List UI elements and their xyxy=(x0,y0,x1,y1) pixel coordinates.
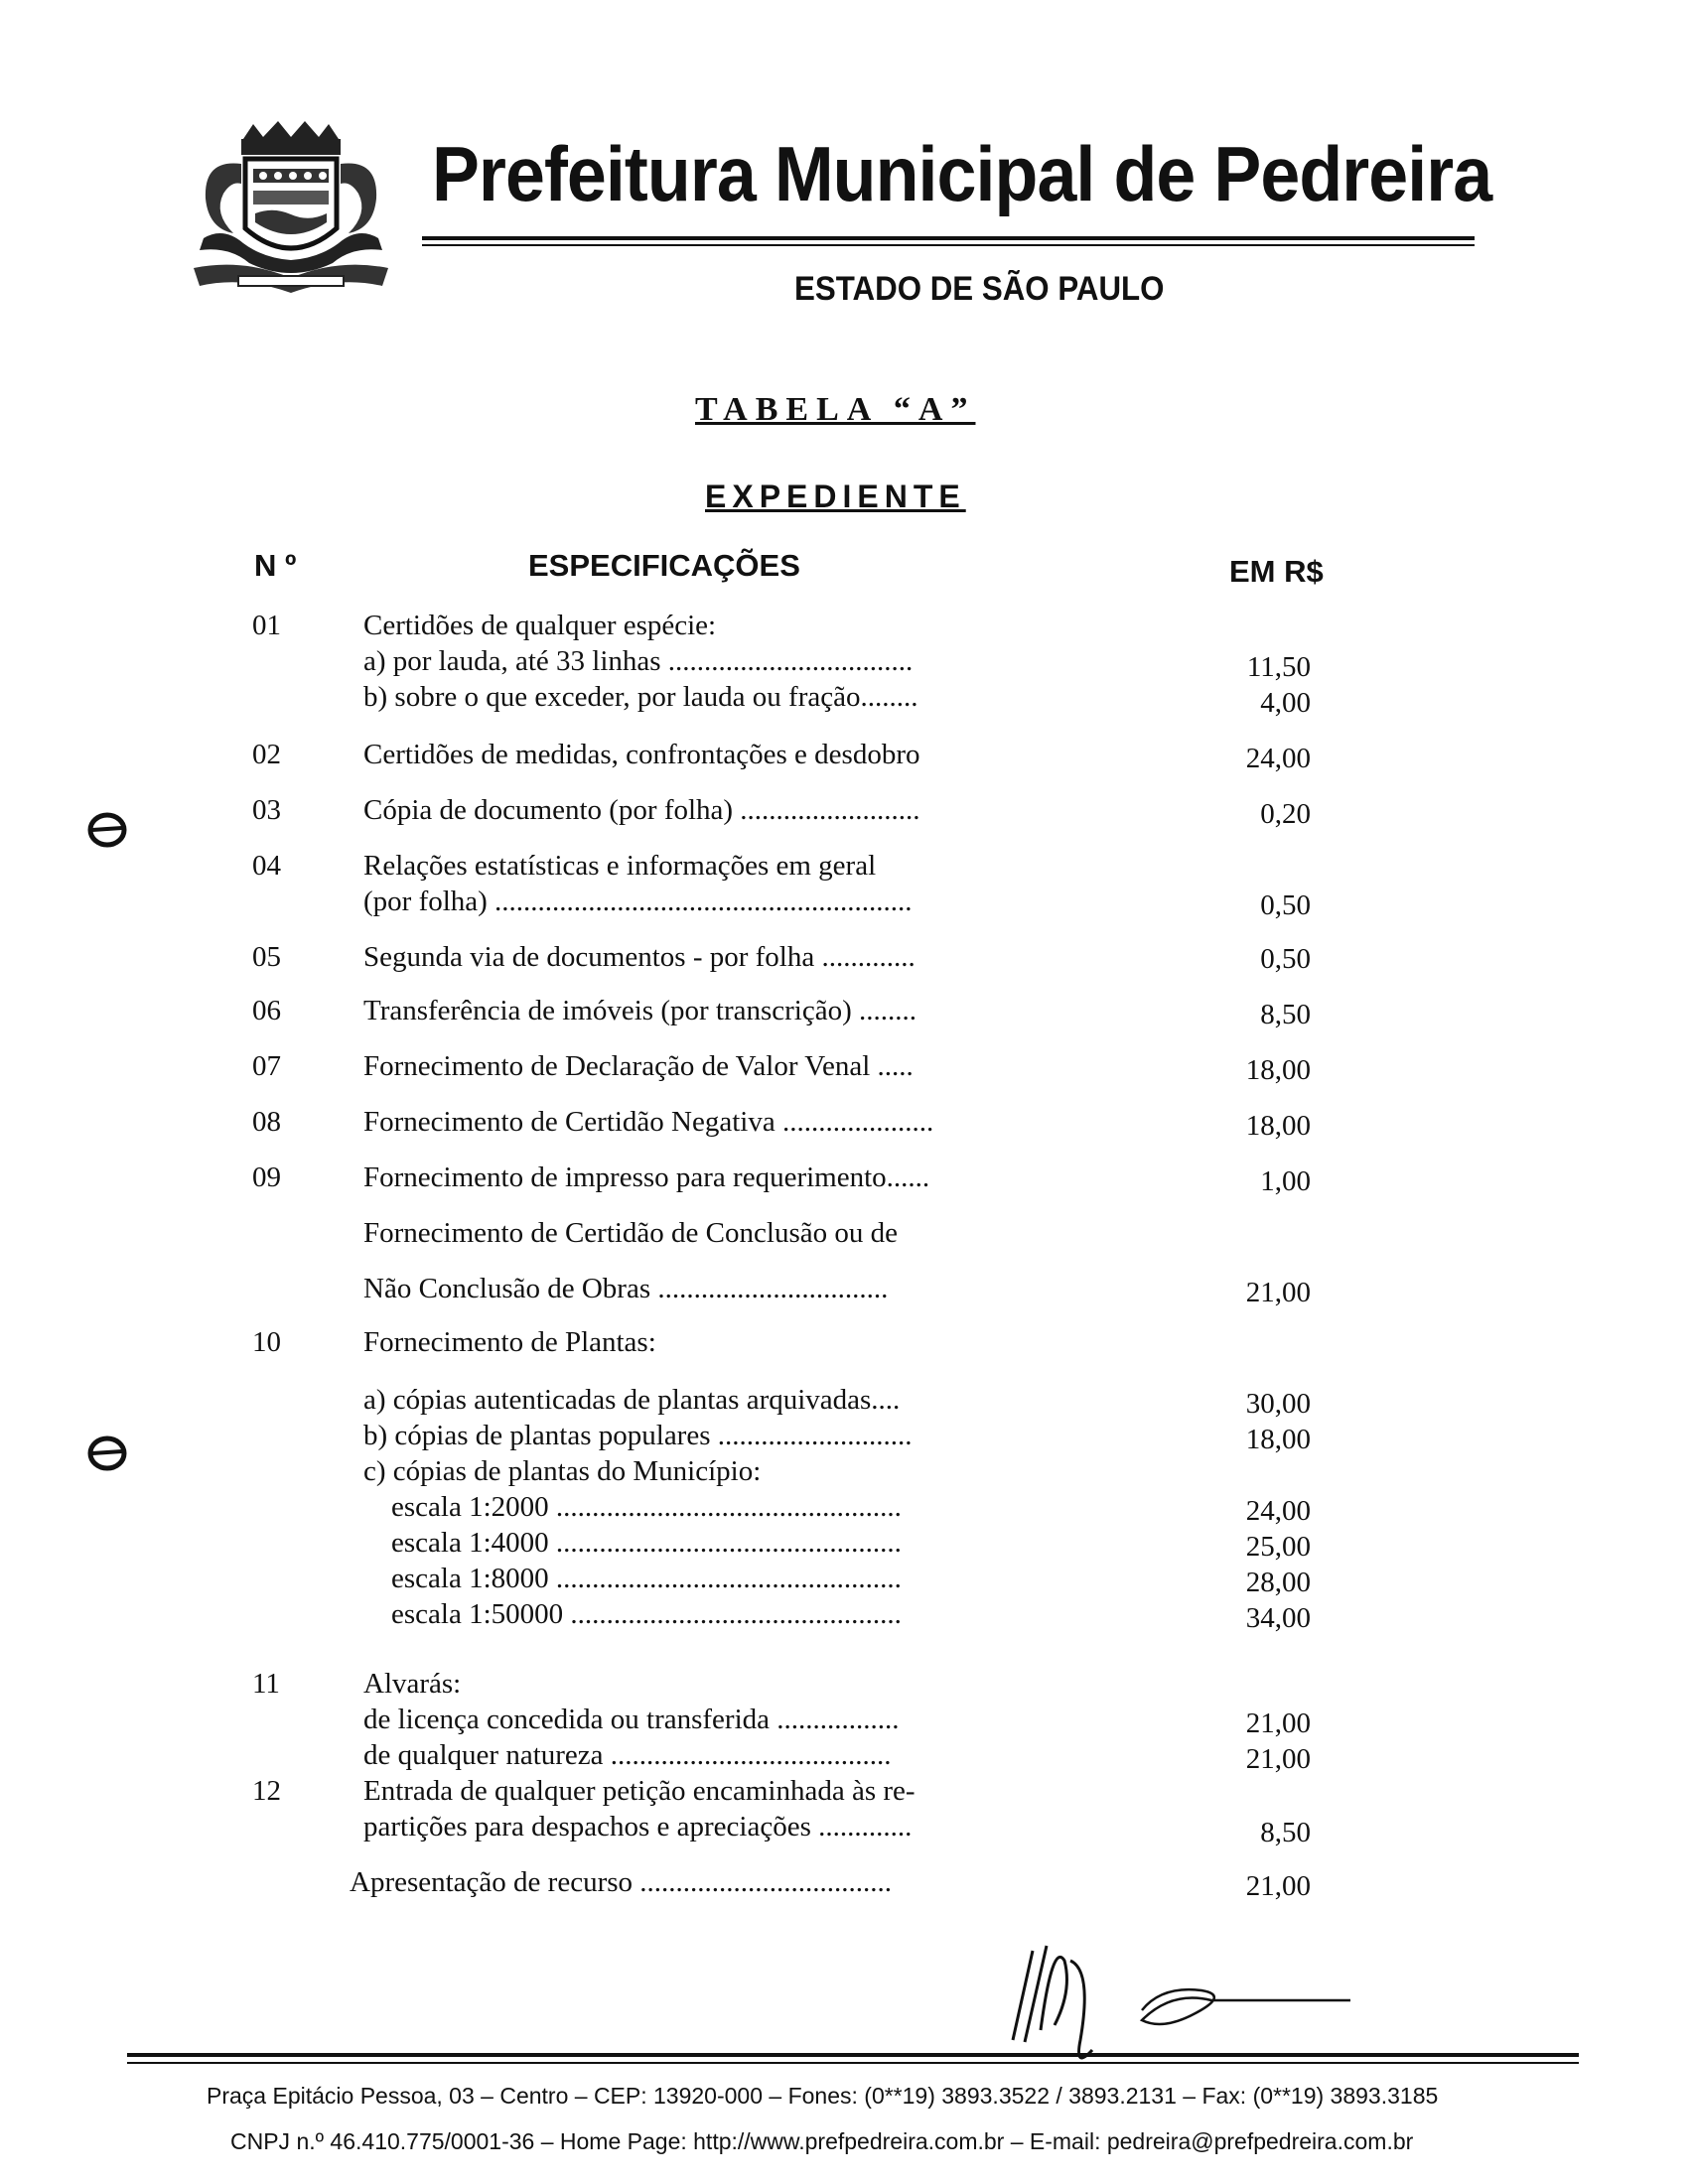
footer-address: Praça Epitácio Pessoa, 03 – Centro – CEP: 13920-000 – Fones: (0**19) 3893.3522 / 3893.2131 – Fax: (0**19) 3893.3185 xyxy=(207,2083,1439,2109)
column-header-value: EM R$ xyxy=(1229,554,1324,589)
row-value: 28,00 xyxy=(1245,1567,1311,1598)
row-number: 08 xyxy=(252,1106,281,1138)
row-value: 0,50 xyxy=(1260,943,1311,975)
row-number: 05 xyxy=(252,941,281,973)
row-number: 03 xyxy=(252,794,281,826)
row-value: 30,00 xyxy=(1245,1388,1311,1420)
row-description: Certidões de qualquer espécie: xyxy=(363,610,717,641)
row-description: Fornecimento de impresso para requerimento...... xyxy=(363,1161,930,1193)
row-description: Fornecimento de Declaração de Valor Venal ..... xyxy=(363,1050,914,1082)
row-description: de qualquer natureza ....................................... xyxy=(363,1739,892,1771)
municipal-crest-logo xyxy=(184,119,397,308)
row-description: escala 1:50000 .............................................. xyxy=(391,1598,902,1630)
row-number: 07 xyxy=(252,1050,281,1082)
row-description: a) cópias autenticadas de plantas arquivadas.... xyxy=(363,1384,901,1416)
footer-rule xyxy=(127,2053,1579,2057)
section-title: EXPEDIENTE xyxy=(705,478,966,514)
row-value: 25,00 xyxy=(1245,1531,1311,1563)
row-number: 12 xyxy=(252,1775,281,1807)
row-value: 4,00 xyxy=(1260,687,1311,719)
row-description: Relações estatísticas e informações em geral xyxy=(363,850,877,882)
row-number: 11 xyxy=(252,1668,280,1700)
row-description: escala 1:4000 ................................................ xyxy=(391,1527,902,1559)
row-description: Cópia de documento (por folha) ......................... xyxy=(363,794,920,826)
table-title: TABELA “A” xyxy=(695,391,976,428)
row-value: 8,50 xyxy=(1260,1817,1311,1848)
row-number: 06 xyxy=(252,995,281,1026)
margin-stamp-icon xyxy=(87,1433,127,1473)
footer-contact: CNPJ n.º 46.410.775/0001-36 – Home Page: http://www.prefpedreira.com.br – E-mail: pedreira@prefpedreira.com.br xyxy=(230,2128,1414,2154)
row-description: Fornecimento de Certidão de Conclusão ou de xyxy=(363,1217,898,1249)
row-description: Transferência de imóveis (por transcrição) ........ xyxy=(363,995,916,1026)
row-description: Alvarás: xyxy=(363,1668,462,1700)
header-rule-thin xyxy=(422,244,1475,246)
row-value: 18,00 xyxy=(1245,1424,1311,1455)
row-description: Apresentação de recurso ................................... xyxy=(350,1866,893,1898)
row-description: partições para despachos e apreciações ............. xyxy=(363,1811,913,1843)
row-number: 01 xyxy=(252,610,281,641)
row-description: b) cópias de plantas populares ........................... xyxy=(363,1420,913,1451)
row-value: 1,00 xyxy=(1260,1165,1311,1197)
column-header-number: N º xyxy=(254,548,297,583)
row-value: 18,00 xyxy=(1245,1110,1311,1142)
row-description: escala 1:2000 ................................................ xyxy=(391,1491,902,1523)
row-description: c) cópias de plantas do Município: xyxy=(363,1455,762,1487)
row-value: 24,00 xyxy=(1245,743,1311,774)
page-subtitle: ESTADO DE SÃO PAULO xyxy=(794,270,1165,308)
row-number: 02 xyxy=(252,739,281,770)
handwritten-signature xyxy=(993,1931,1370,2060)
row-description: Fornecimento de Plantas: xyxy=(363,1326,656,1358)
row-description: Segunda via de documentos - por folha ............. xyxy=(363,941,916,973)
row-description: escala 1:8000 ................................................ xyxy=(391,1563,902,1594)
row-value: 18,00 xyxy=(1245,1054,1311,1086)
row-description: de licença concedida ou transferida ................. xyxy=(363,1704,900,1735)
row-number: 09 xyxy=(252,1161,281,1193)
row-value: 21,00 xyxy=(1245,1870,1311,1902)
row-value: 21,00 xyxy=(1245,1743,1311,1775)
row-description: b) sobre o que exceder, por lauda ou fração........ xyxy=(363,681,918,713)
page-title: Prefeitura Municipal de Pedreira xyxy=(432,130,1492,217)
footer-rule-thin xyxy=(127,2062,1579,2064)
row-description: Não Conclusão de Obras ................................ xyxy=(363,1273,889,1304)
header-rule xyxy=(422,236,1475,240)
row-number: 10 xyxy=(252,1326,281,1358)
row-value: 11,50 xyxy=(1246,651,1311,683)
row-description: Fornecimento de Certidão Negativa ..................... xyxy=(363,1106,934,1138)
row-value: 8,50 xyxy=(1260,999,1311,1030)
row-description: Certidões de medidas, confrontações e desdobro xyxy=(363,739,920,770)
row-number: 04 xyxy=(252,850,281,882)
row-value: 34,00 xyxy=(1245,1602,1311,1634)
margin-stamp-icon xyxy=(87,810,127,850)
row-description: a) por lauda, até 33 linhas .................................. xyxy=(363,645,914,677)
column-header-spec: ESPECIFICAÇÕES xyxy=(528,548,800,583)
row-value: 0,20 xyxy=(1260,798,1311,830)
row-description: Entrada de qualquer petição encaminhada às re- xyxy=(363,1775,916,1807)
row-value: 21,00 xyxy=(1245,1707,1311,1739)
row-value: 24,00 xyxy=(1245,1495,1311,1527)
row-value: 0,50 xyxy=(1260,889,1311,921)
row-value: 21,00 xyxy=(1245,1277,1311,1308)
row-description: (por folha) .......................................................... xyxy=(363,886,913,917)
